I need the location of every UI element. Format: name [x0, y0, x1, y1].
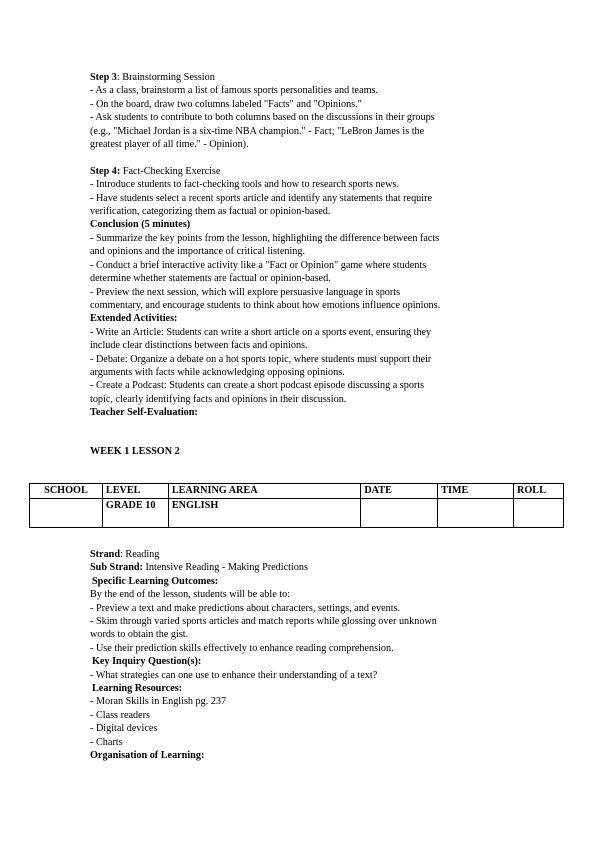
extended-line: include clear distinctions between facts and opinions. — [90, 340, 308, 352]
table-cell-learning-area: ENGLISH — [168, 499, 361, 528]
extended-line: topic, clearly identifying facts and opinions in their discussion. — [90, 393, 347, 405]
step4-heading-line — [90, 165, 510, 178]
organisation-heading: Organisation of Learning: — [90, 750, 205, 762]
resources-heading: Learning Resources: — [92, 683, 183, 695]
table-cell-date — [361, 499, 438, 528]
extended-line: - Write an Article: Students can write a short article on a sports event, ensuring they — [90, 326, 432, 338]
inquiry-item: - What strategies can one use to enhance their understanding of a text? — [90, 669, 378, 681]
step4-title: Fact-Checking Exercise — [120, 165, 221, 177]
table-cell-school — [30, 499, 103, 528]
table-header-cell: DATE — [361, 484, 438, 499]
self-evaluation-heading: Teacher Self-Evaluation: — [90, 407, 198, 419]
outcome-item: - Use their prediction skills effectively to enhance reading comprehension. — [90, 642, 394, 654]
resource-item: - Digital devices — [90, 723, 158, 735]
table-header-cell: TIME — [438, 484, 514, 499]
extended-heading: Extended Activities: — [90, 313, 178, 325]
table-cell-time — [438, 499, 514, 528]
step3-line: - On the board, draw two columns labeled "Facts" and "Opinions." — [90, 98, 362, 110]
step3-heading-line — [90, 71, 510, 84]
table-cell-roll — [514, 499, 564, 528]
conclusion-line: and opinions and the importance of critical listening. — [90, 246, 306, 258]
conclusion-line: - Summarize the key points from the lesson, highlighting the difference between facts — [90, 232, 440, 244]
step4-line: - Introduce students to fact-checking tools and how to research sports news. — [90, 179, 399, 191]
sub-strand-value: Intensive Reading - Making Predictions — [142, 562, 308, 574]
strand-label: Strand — [90, 549, 121, 560]
step3-heading: Step 3 — [90, 72, 117, 83]
conclusion-line: - Conduct a brief interactive activity like a "Fact or Opinion" game where students — [90, 259, 427, 271]
step4-line: - Have students select a recent sports article and identify any statements that require — [90, 192, 433, 204]
blank-line — [90, 151, 510, 164]
step3-line: greatest player of all time." - Opinion). — [90, 139, 249, 151]
outcomes-intro: By the end of the lesson, students will be able to: — [90, 589, 291, 601]
conclusion-heading: Conclusion (5 minutes) — [90, 219, 191, 231]
lesson-info-table — [29, 483, 564, 528]
lesson-continuation — [90, 71, 510, 420]
extended-line: arguments with facts while acknowledging opposing opinions. — [90, 366, 345, 378]
strand-value: : Reading — [120, 549, 160, 560]
resource-item: - Class readers — [90, 709, 150, 721]
step3-title: : Brainstorming Session — [116, 72, 215, 83]
table-header-cell: LEVEL — [102, 484, 168, 499]
conclusion-line: commentary, and encourage students to think about how emotions influence opinions. — [90, 299, 441, 311]
table-cell-level: GRADE 10 — [102, 499, 168, 528]
table-header-cell: LEARNING AREA — [168, 484, 361, 499]
lesson-plan-details — [90, 548, 510, 763]
step3-line: - Ask students to contribute to both columns based on the discussions in their groups — [90, 112, 435, 124]
outcome-item: words to obtain the gist. — [90, 629, 189, 641]
conclusion-line: - Preview the next session, which will explore persuasive language in sports — [90, 286, 401, 298]
extended-line: - Debate: Organize a debate on a hot sports topic, where students must support their — [90, 353, 432, 365]
week-lesson-title: WEEK 1 LESSON 2 — [90, 446, 180, 457]
step4-line: verification, categorizing them as factual or opinion-based. — [90, 206, 331, 218]
outcome-item: - Skim through varied sports articles and match reports while glossing over unknown — [90, 616, 437, 628]
table-header-row — [30, 484, 564, 499]
step4-heading: Step 4: — [90, 165, 121, 177]
strand-line — [90, 548, 510, 561]
resource-item: - Charts — [90, 736, 123, 748]
extended-line: - Create a Podcast: Students can create a short podcast episode discussing a sports — [90, 380, 425, 392]
conclusion-line: determine whether statements are factual or opinion-based. — [90, 273, 331, 285]
inquiry-heading: Key Inquiry Question(s): — [92, 656, 202, 668]
outcome-item: - Preview a text and make predictions about characters, settings, and events. — [90, 602, 401, 614]
step3-line: - As a class, brainstorm a list of famous sports personalities and teams. — [90, 85, 379, 97]
table-header-cell: SCHOOL — [30, 484, 103, 499]
table-row — [30, 499, 564, 528]
outcomes-heading: Specific Learning Outcomes: — [92, 575, 219, 587]
table-header-cell: ROLL — [514, 484, 564, 499]
step3-line: (e.g., "Michael Jordan is a six-time NBA champion." - Fact; "LeBron James is the — [90, 125, 425, 137]
sub-strand-line — [90, 561, 510, 574]
sub-strand-label: Sub Strand: — [90, 562, 143, 574]
resource-item: - Moran Skills in English pg. 237 — [90, 696, 227, 708]
week-title-block — [90, 445, 510, 458]
